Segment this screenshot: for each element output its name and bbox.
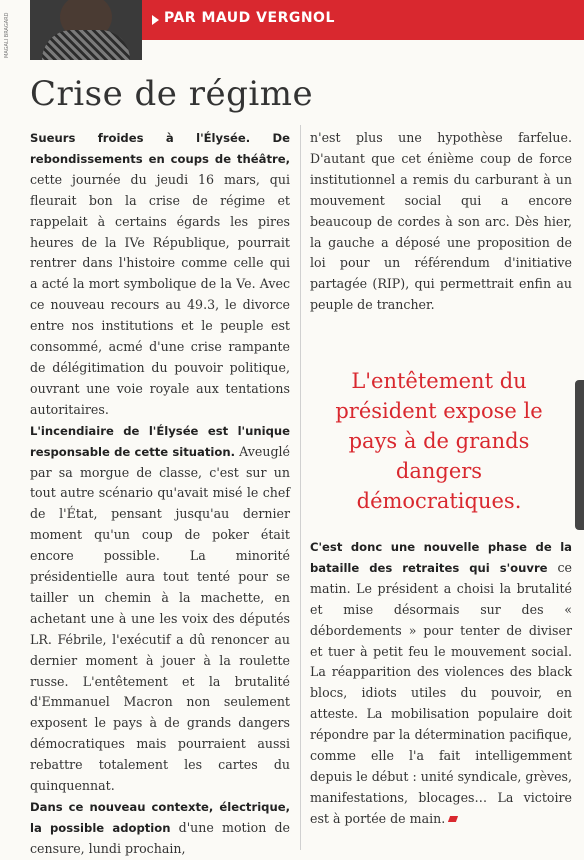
author-name: PAR MAUD VERGNOL [164, 10, 335, 26]
article-title: Crise de régime [30, 74, 314, 114]
paragraph-1-lead: Sueurs froides à l'Élysée. De rebondissements en coups de théâtre, [30, 131, 290, 166]
column-right-top [310, 128, 572, 316]
column-right-bottom [310, 537, 572, 830]
play-arrow-icon [152, 15, 159, 25]
paragraph-3-text: d'une motion de censure, lundi prochain, [30, 819, 291, 856]
paragraph-3-continued: n'est plus une hypothèse farfelue. D'autant que cet énième coup de force institutionnel a remis du carburant à un mouvement social qui a encore beaucoup de cordes à son arc. Dès hier, la gauche a déposé une proposition de loi pour un référendum d'initiative partagée (RIP), qui permettrait enfin au peuple de trancher. [310, 130, 572, 313]
paragraph-2-text: Aveuglé par sa morgue de classe, c'est sur un tout autre scénario qu'avait misé le chef de l'État, pensant jusqu'au dernier moment qu'un coup de poker était encore possible. La minorité présidentielle aura tout tenté pour se tailler un chemin à la machette, en achetant une à une les voix des députés LR. Fébrile, l'exécutif a dû renoncer au dernier moment à jouer à la roulette russe. L'entêtement et la brutalité d'Emmanuel Macron non seulement exposent le pays à de grands dangers démocratiques mais pourraient aussi rebattre totalement les cartes du quinquennat. [30, 443, 290, 794]
author-photo [30, 0, 142, 60]
paragraph-4-text: ce matin. Le président a choisi la brutalité et mise désormais sur des « débordements » pour tenter de diviser et tuer à petit feu le mouvement social. La réapparition des violences des black blocs, idiots utiles du pouvoir, en atteste. La mobilisation populaire doit répondre par la détermination pacifique, comme elle l'a fait intelligemment depuis le début : unité syndicale, grèves, manifestations, blocages… La victoire est à portée de main. [310, 559, 573, 826]
page-edge-handle [575, 380, 584, 530]
column-left [30, 128, 290, 860]
author-bar [142, 0, 584, 40]
paragraph-4-lead: C'est donc une nouvelle phase de la bataille des retraites qui s'ouvre [310, 540, 572, 575]
paragraph-4 [310, 537, 572, 830]
article-header [0, 0, 584, 62]
paragraph-2 [30, 421, 290, 797]
paragraph-1-text: cette journée du jeudi 16 mars, qui fleurait bon la crise de régime et rappelait à certains égards les pires heures de la IVe République, pourrait rentrer dans l'histoire comme celle qui a acté la mort symbolique de la Ve. Avec ce nouveau recours au 49.3, le divorce entre nos institutions et le peuple est consommé, acmé d'une crise rampante de délégitimation du pouvoir politique, ouvrant une voie royale aux tentations autoritaires. [30, 171, 290, 417]
author-photo-scarf [42, 30, 130, 60]
end-mark-icon [448, 816, 458, 822]
photo-credit: MAGALI BRAGARD [4, 12, 10, 58]
pull-quote: L'entêtement du président expose le pays à de grands dangers démocratiques. [335, 369, 543, 513]
paragraph-3-lead: Dans ce nouveau contexte, électrique, la possible adoption [30, 800, 290, 835]
paragraph-3 [30, 797, 290, 860]
paragraph-1 [30, 128, 290, 421]
paragraph-2-lead: L'incendiaire de l'Élysée est l'unique responsable de cette situation. [30, 423, 290, 459]
column-divider [300, 125, 301, 850]
